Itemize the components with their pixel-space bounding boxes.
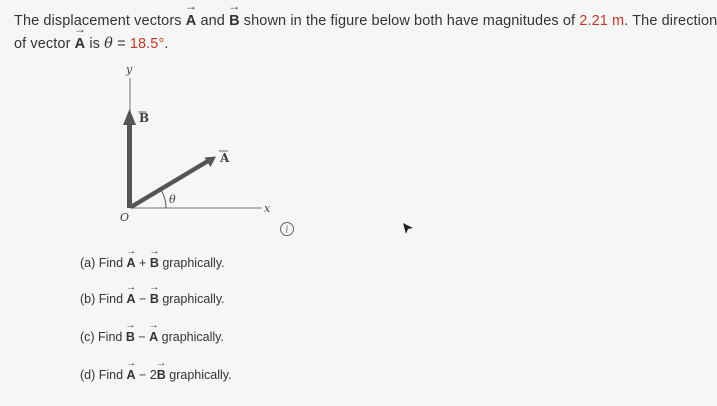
theta-symbol: θ <box>104 36 113 52</box>
part-suffix: graphically. <box>165 368 232 382</box>
part-vector: → B <box>150 254 159 270</box>
angle-arc <box>161 190 166 208</box>
part-suffix: graphically. <box>158 256 225 270</box>
origin-label: O <box>120 211 130 224</box>
part-operator: + <box>135 256 150 270</box>
part-c <box>80 328 224 344</box>
problem-text: . <box>164 36 169 52</box>
part-prefix: (b) Find <box>80 292 127 306</box>
part-vector: → A <box>127 254 136 270</box>
info-icon-glyph: i <box>285 225 289 236</box>
part-operator: − 2 <box>135 368 157 382</box>
part-prefix: (a) Find <box>80 256 127 270</box>
angle-value: 18.5° <box>129 36 165 52</box>
part-vector: → A <box>127 366 136 382</box>
angle-theta-label: θ <box>169 193 176 206</box>
problem-text: and <box>196 13 230 29</box>
part-prefix: (c) Find <box>80 330 126 344</box>
part-operator: − <box>135 292 150 306</box>
part-a <box>80 254 225 270</box>
part-prefix: (d) Find <box>80 368 127 382</box>
problem-text: shown in the figure below both have magnitudes of <box>239 13 580 29</box>
vector-b-arrowhead <box>123 109 136 125</box>
equals-sign: = <box>113 36 130 52</box>
y-axis-label: y <box>126 63 133 76</box>
vector-b-label: B <box>139 111 150 125</box>
part-vector: → A <box>149 328 158 344</box>
vector-a-label: A <box>220 151 230 165</box>
part-suffix: graphically. <box>158 330 224 344</box>
problem-text: The displacement vectors <box>14 13 186 29</box>
vector-b <box>123 109 136 208</box>
part-vector: → B <box>150 290 159 306</box>
mouse-cursor-icon <box>402 222 414 236</box>
part-vector: → B <box>126 328 135 344</box>
vector-a-symbol: → A <box>186 9 197 32</box>
part-suffix: graphically. <box>158 292 225 306</box>
part-vector: → A <box>127 290 136 306</box>
vector-b-shaft <box>127 124 132 208</box>
part-operator: − <box>134 330 150 344</box>
vector-b-symbol: → B <box>229 9 240 32</box>
problem-text: of vector <box>14 36 75 52</box>
magnitude-value: 2.21 m <box>579 13 625 29</box>
part-b <box>80 290 225 306</box>
part-vector: → B <box>157 366 166 382</box>
part-d <box>80 366 232 382</box>
problem-text: is <box>85 36 105 52</box>
problem-text: . The direction <box>624 13 717 29</box>
x-axis-label: x <box>264 202 271 215</box>
vector-a-symbol: → A <box>75 32 86 55</box>
info-icon[interactable] <box>281 223 294 236</box>
